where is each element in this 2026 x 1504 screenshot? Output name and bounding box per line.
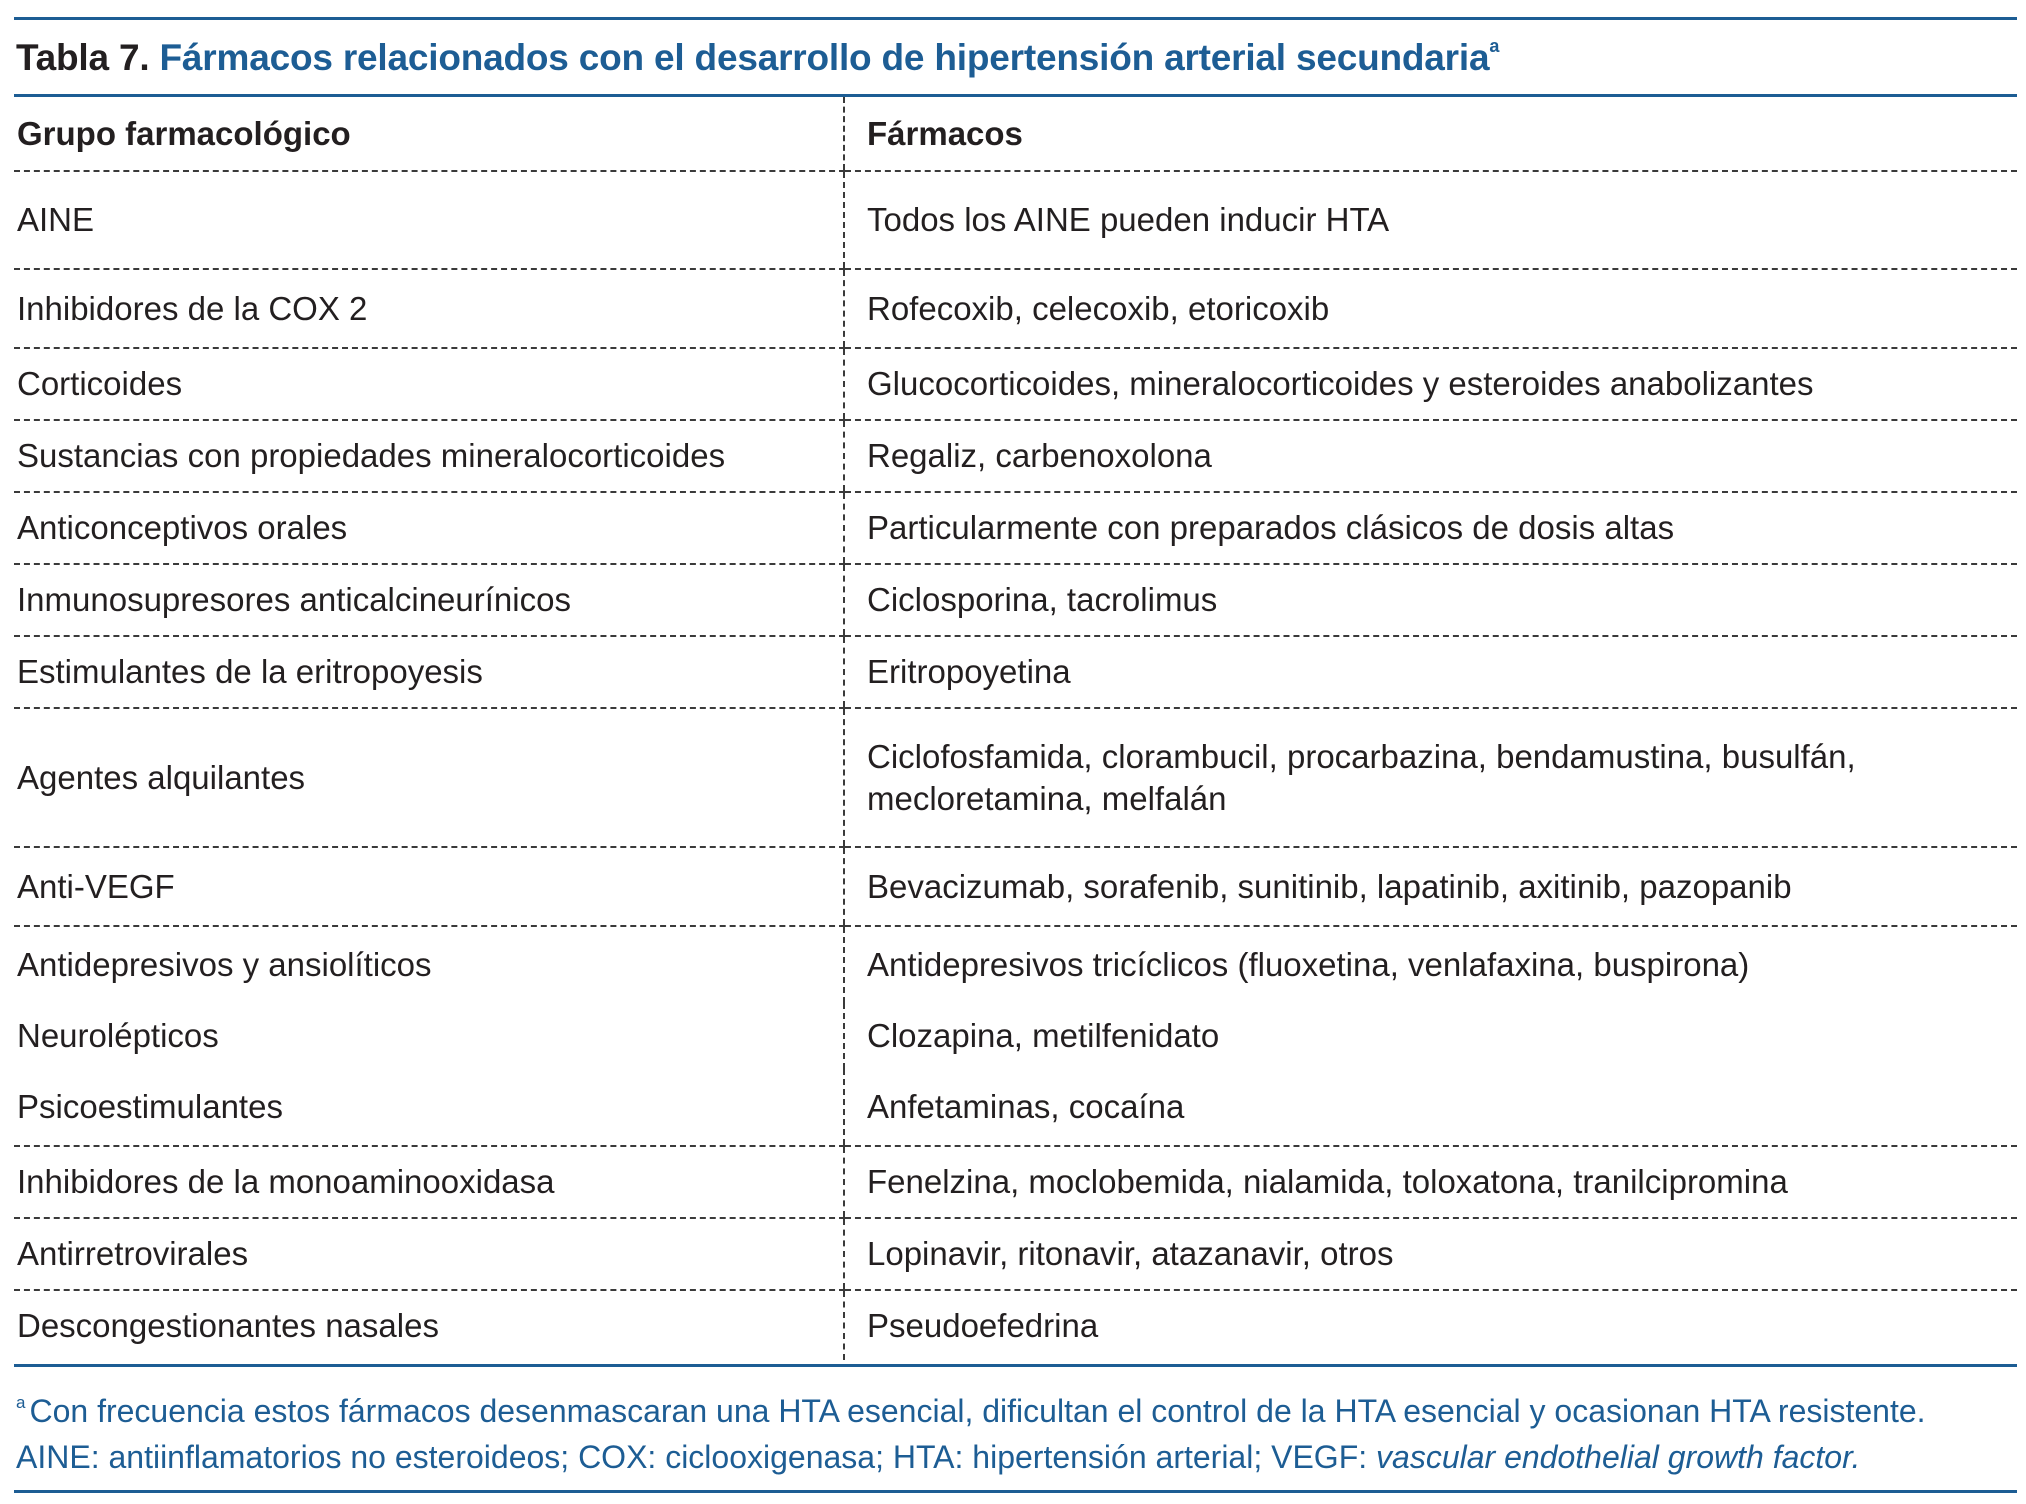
cell-drugs: Clozapina, metilfenidato	[844, 1003, 2017, 1069]
table-header-row	[14, 97, 2017, 171]
cell-drugs	[844, 708, 2017, 847]
table-label: Tabla 7.	[16, 37, 150, 78]
column-header-group: Grupo farmacológico	[14, 97, 844, 171]
title-footnote-marker: a	[1489, 36, 1500, 56]
table-row	[14, 492, 2017, 564]
cell-drugs: Fenelzina, moclobemida, nialamida, toloxatona, tranilcipromina	[844, 1146, 2017, 1218]
table-title	[16, 36, 1499, 79]
cell-drugs: Eritropoyetina	[844, 636, 2017, 708]
footnote-text: Con frecuencia estos fármacos desenmascaran una HTA esencial, dificultan el control de la HTA esencial y ocasionan HTA resistente.	[29, 1393, 1926, 1429]
cell-group: Psicoestimulantes	[14, 1069, 844, 1146]
table-row	[14, 564, 2017, 636]
cell-drugs: Antidepresivos tricíclicos (fluoxetina, venlafaxina, buspirona)	[844, 926, 2017, 1003]
table-row	[14, 708, 2017, 847]
table-row	[14, 847, 2017, 926]
cell-group: Descongestionantes nasales	[17, 1306, 439, 1344]
cell-drugs: Pseudoefedrina	[844, 1290, 2017, 1360]
end-rule	[14, 1490, 2017, 1493]
table-footnotes	[16, 1380, 2016, 1480]
drug-table	[14, 97, 2017, 1360]
top-rule	[14, 17, 2017, 20]
cell-drugs: Glucocorticoides, mineralocorticoides y esteroides anabolizantes	[844, 348, 2017, 420]
cell-drugs: Rofecoxib, celecoxib, etoricoxib	[844, 269, 2017, 348]
cell-group: Anti-VEGF	[14, 847, 844, 926]
cell-group: Corticoides	[14, 348, 844, 420]
table-row	[14, 636, 2017, 708]
abbreviations-text: AINE: antiinflamatorios no esteroideos; COX: ciclooxigenasa; HTA: hipertensión arterial; VEGF:	[16, 1439, 1368, 1475]
cell-group: AINE	[14, 171, 844, 269]
table-row	[14, 1218, 2017, 1290]
cell-drugs-line: Ciclofosfamida, clorambucil, procarbazina, bendamustina, busulfán,	[867, 737, 1856, 775]
cell-group: Inmunosupresores anticalcineurínicos	[14, 564, 844, 636]
table-row	[14, 1003, 2017, 1069]
cell-group: Agentes alquilantes	[14, 708, 844, 847]
cell-drugs-line: mecloretamina, melfalán	[867, 779, 1227, 817]
table-row	[14, 171, 2017, 269]
cell-group: Antirretrovirales	[14, 1218, 844, 1290]
footnote-marker: a	[16, 1393, 26, 1412]
cell-group: Estimulantes de la eritropoyesis	[14, 636, 844, 708]
table-row	[14, 1290, 2017, 1360]
abbreviations-note	[16, 1434, 2016, 1480]
table-title-text: Fármacos relacionados con el desarrollo de hipertensión arterial secundaria	[159, 37, 1490, 78]
table-row	[14, 1146, 2017, 1218]
table-row	[14, 420, 2017, 492]
table-row	[14, 1069, 2017, 1146]
cell-drugs: Bevacizumab, sorafenib, sunitinib, lapatinib, axitinib, pazopanib	[844, 847, 2017, 926]
column-header-drugs: Fármacos	[844, 97, 2017, 171]
cell-drugs: Todos los AINE pueden inducir HTA	[844, 171, 2017, 269]
table-row	[14, 269, 2017, 348]
cell-group: Neurolépticos	[17, 1017, 219, 1054]
cell-group: Inhibidores de la COX 2	[14, 269, 844, 348]
cell-drugs: Anfetaminas, cocaína	[844, 1069, 2017, 1146]
table-row	[14, 926, 2017, 1003]
cell-group: Anticonceptivos orales	[14, 492, 844, 564]
table-bottom-rule	[14, 1364, 2017, 1367]
cell-group: Inhibidores de la monoaminooxidasa	[14, 1146, 844, 1218]
cell-group: Sustancias con propiedades mineralocorticoides	[14, 420, 844, 492]
abbreviations-italic-text: vascular endothelial growth factor.	[1376, 1439, 1861, 1475]
cell-drugs: Regaliz, carbenoxolona	[844, 420, 2017, 492]
footnote-a	[16, 1380, 2016, 1434]
cell-drugs: Lopinavir, ritonavir, atazanavir, otros	[844, 1218, 2017, 1290]
cell-group: Antidepresivos y ansiolíticos	[17, 946, 432, 983]
table-row	[14, 348, 2017, 420]
cell-drugs: Ciclosporina, tacrolimus	[844, 564, 2017, 636]
cell-drugs: Particularmente con preparados clásicos de dosis altas	[844, 492, 2017, 564]
